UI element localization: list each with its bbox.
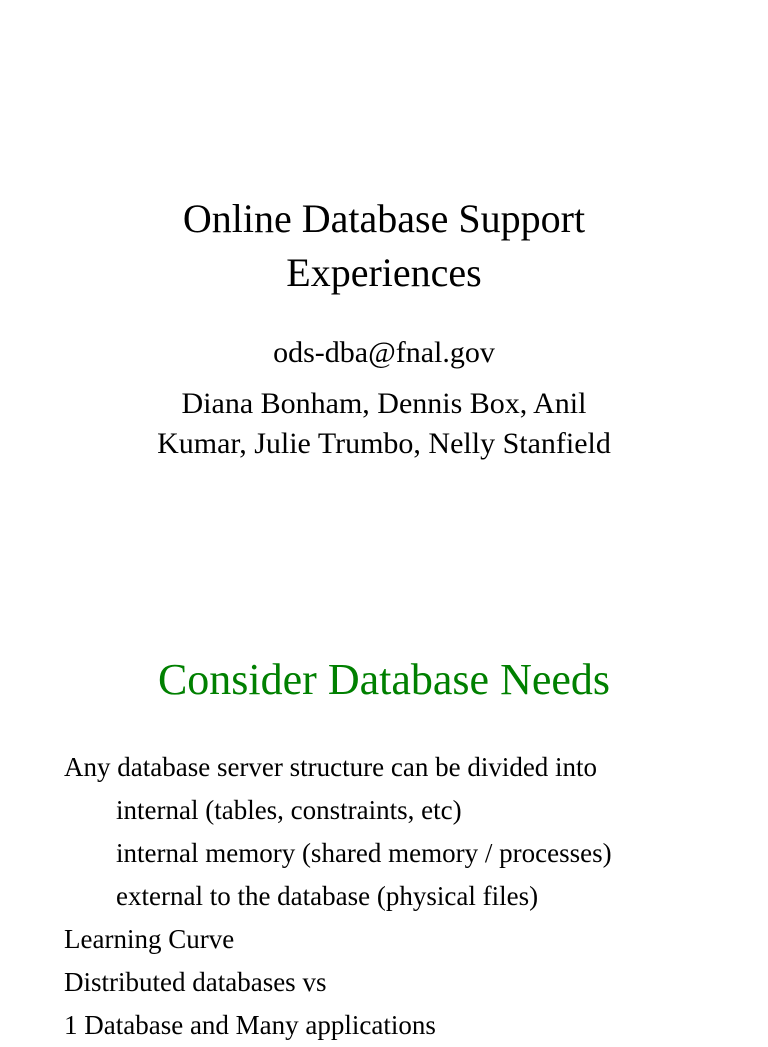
slide-title-line-1: Online Database Support [182, 196, 586, 241]
bullet-item: Any database server structure can be divided into [64, 752, 598, 782]
contact-email: ods-dba@fnal.gov [273, 336, 495, 369]
section-heading: Consider Database Needs [157, 655, 611, 704]
author-line-2: Kumar, Julie Trumbo, Nelly Stanfield [157, 427, 611, 460]
author-list [0, 384, 768, 464]
bullet-item: Learning Curve [64, 924, 235, 954]
sub-bullet-item: internal (tables, constraints, etc) [116, 795, 462, 825]
author-line-1: Diana Bonham, Dennis Box, Anil [181, 387, 587, 420]
sub-bullet-item: external to the database (physical files) [116, 881, 539, 911]
slide-title-line-2: Experiences [286, 250, 482, 295]
bullet-list [64, 746, 764, 1047]
bullet-item: 1 Database and Many applications [64, 1010, 436, 1040]
bullet-item: Distributed databases vs [64, 967, 327, 997]
slide-title [0, 192, 768, 300]
sub-bullet-item: internal memory (shared memory / processes) [116, 838, 612, 868]
